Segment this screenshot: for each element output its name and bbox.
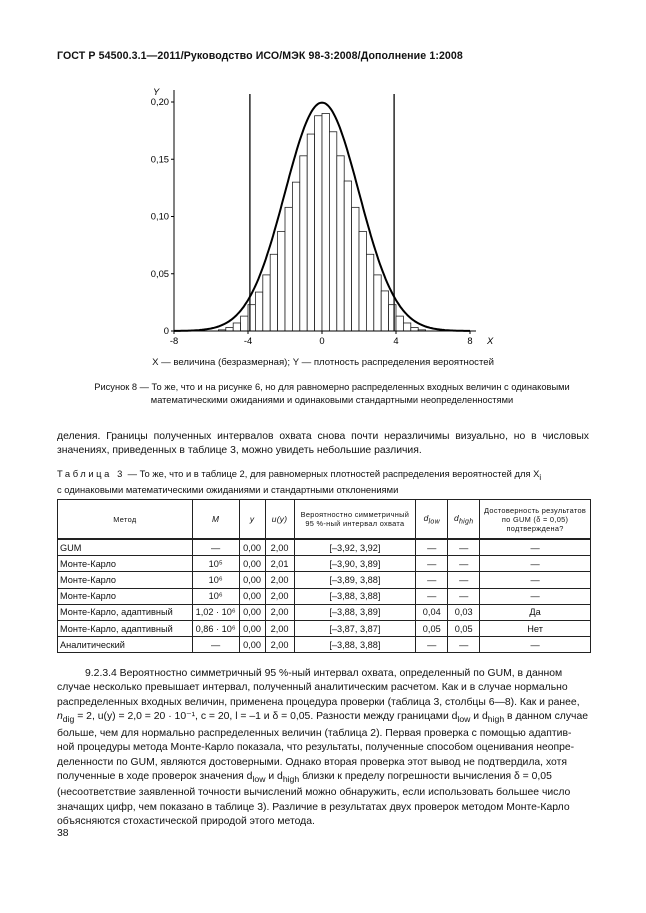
histogram-chart <box>0 0 646 360</box>
cell-dlow: — <box>416 539 448 556</box>
para2-l4sub: dig <box>62 714 75 725</box>
cell-y: 0,00 <box>239 637 265 653</box>
y-tick-label: 0,10 <box>150 210 169 222</box>
cell-y: 0,00 <box>239 588 265 604</box>
cell-valid: — <box>480 588 591 604</box>
cell-dhigh: — <box>448 556 480 572</box>
cell-dlow: 0,04 <box>416 604 448 620</box>
paragraph-9-2-3-4 <box>57 667 589 830</box>
para2-l8b: и d <box>265 770 283 782</box>
histogram-bar <box>241 316 248 331</box>
cell-dlow: 0,05 <box>416 620 448 636</box>
th-uy: u(y) <box>265 500 294 540</box>
cell-dhigh: — <box>448 539 480 556</box>
cell-dlow: — <box>416 572 448 588</box>
cell-valid: — <box>480 572 591 588</box>
cell-valid: — <box>480 637 591 653</box>
cell-interval: [–3,88, 3,88] <box>294 637 416 653</box>
th-valid: Достоверность результатов по GUM (δ = 0,05) подтверждена? <box>480 500 591 540</box>
cell-interval: [–3,88, 3,88] <box>294 588 416 604</box>
paragraph-continuation: деления. Границы полученных интервалов охвата снова почти неразличимы визуально, но в числовых значениях, приведенных в таблице 3, можно увидеть небольшие различия. <box>57 431 589 456</box>
cell-M: — <box>192 637 239 653</box>
cell-method: Монте-Карло, адаптивный <box>58 604 193 620</box>
para2-line8 <box>57 770 589 786</box>
para2-l8c: близки к пределу погрешности вычисления δ = 0,05 <box>299 770 552 782</box>
para2-l8sub: low <box>252 774 266 784</box>
cell-dhigh: 0,03 <box>448 604 480 620</box>
cell-uy: 2,00 <box>265 572 294 588</box>
cell-dhigh: — <box>448 572 480 588</box>
histogram-bar <box>322 113 329 331</box>
cell-dlow: — <box>416 556 448 572</box>
page-header: ГОСТ Р 54500.3.1—2011/Руководство ИСО/МЭК 98-3:2008/Дополнение 1:2008 <box>57 50 463 62</box>
histogram-bar <box>300 156 307 331</box>
para2-l4sub3: high <box>487 714 505 725</box>
para2-l4a: n <box>57 711 63 723</box>
table-caption-label: Таблица 3 <box>57 468 125 479</box>
cell-method: Монте-Карло <box>58 572 193 588</box>
cell-interval: [–3,92, 3,92] <box>294 539 416 556</box>
cell-dhigh: 0,05 <box>448 620 480 636</box>
y-tick-label: 0,20 <box>150 96 169 107</box>
x-tick-label: 8 <box>467 335 473 346</box>
para2-l8a: полученные в ходе проверок значения d <box>57 770 253 782</box>
para2-l4b: = 2, u(y) = 2,0 = 20 · 10⁻¹, c = 20, l = –1 и δ = 0,05. Разности между границами d <box>74 711 458 723</box>
para2-line3: распределенных входных величин, применена процедура проверки (таблица 3, столбцы 6—8). Как и ранее, <box>57 696 580 708</box>
histogram-bar <box>366 254 373 331</box>
cell-y: 0,00 <box>239 556 265 572</box>
table-row <box>58 637 591 653</box>
histogram-bar <box>352 207 359 331</box>
para2-l4c: и d <box>470 711 488 723</box>
y-tick-label: 0,15 <box>150 153 169 165</box>
histogram-bar <box>315 116 322 331</box>
histogram-bar <box>270 254 277 331</box>
para2-l4d: в данном случае <box>504 711 589 723</box>
cell-M: — <box>192 539 239 556</box>
histogram-bar <box>307 134 314 331</box>
cell-valid: Нет <box>480 620 591 636</box>
cell-dlow: — <box>416 637 448 653</box>
histogram-bar <box>337 156 344 331</box>
histogram-bar <box>411 328 418 331</box>
th-interval: Вероятностно симметричный 95 %-ный интервал охвата <box>294 500 416 540</box>
page-number: 38 <box>57 828 69 839</box>
cell-M: 0,86 · 10⁶ <box>192 620 239 636</box>
x-tick-label: -8 <box>169 335 179 346</box>
para2-l8sub2: high <box>282 774 300 784</box>
th-dhigh-sub: high <box>458 518 474 526</box>
cell-M: 10⁶ <box>192 572 239 588</box>
cell-valid: Да <box>480 604 591 620</box>
cell-dhigh: — <box>448 637 480 653</box>
cell-interval: [–3,87, 3,87] <box>294 620 416 636</box>
th-method: Метод <box>58 500 193 540</box>
cell-method: Монте-Карло <box>58 588 193 604</box>
cell-valid: — <box>480 556 591 572</box>
histogram-bar <box>292 182 299 331</box>
x-tick-label: -4 <box>243 335 253 346</box>
th-dlow-sub: low <box>428 518 440 526</box>
cell-M: 1,02 · 10⁶ <box>192 604 239 620</box>
histogram-bar <box>374 275 381 331</box>
cell-uy: 2,00 <box>265 588 294 604</box>
figure-caption-line2: математическими ожиданиями и одинаковыми стандартными неопределенностями <box>150 395 514 405</box>
cell-uy: 2,00 <box>265 604 294 620</box>
figure-caption-line1: Рисунок 8 — То же, что и на рисунке 6, но для равномерно распределенных входных величин с одинаковыми <box>94 382 570 392</box>
cell-interval: [–3,89, 3,88] <box>294 572 416 588</box>
th-dhigh-main: d <box>454 512 459 523</box>
cell-y: 0,00 <box>239 539 265 556</box>
cell-dlow: — <box>416 588 448 604</box>
x-tick-label: 4 <box>393 335 399 346</box>
table-row <box>58 556 591 572</box>
para2-line5: больше, чем для нормально распределенных величин (таблица 2). Первая проверка с помощью адаптив- <box>57 727 572 739</box>
para2-line11: объясняются стохастической природой этого метода. <box>57 816 315 828</box>
histogram-bar <box>255 292 262 331</box>
th-dlow-main: d <box>423 512 429 523</box>
results-table <box>57 499 591 653</box>
y-tick-label: 0,05 <box>150 267 169 279</box>
cell-y: 0,00 <box>239 604 265 620</box>
histogram-bar <box>344 181 351 331</box>
para2-line4 <box>57 710 589 726</box>
histogram-bar <box>278 231 285 331</box>
para2-l4sub2: low <box>457 714 471 725</box>
table-row <box>58 588 591 604</box>
table-row <box>58 539 591 556</box>
histogram-bar <box>329 132 336 331</box>
table-row <box>58 572 591 588</box>
cell-interval: [–3,88, 3,89] <box>294 604 416 620</box>
th-M: M <box>192 500 239 540</box>
cell-uy: 2,00 <box>265 637 294 653</box>
figure-caption <box>62 381 602 407</box>
cell-uy: 2,00 <box>265 620 294 636</box>
table-caption-text: — То же, что и в таблице 2, для равномерных плотностей распределения вероятностей для X <box>124 468 540 479</box>
th-y: y <box>239 500 265 540</box>
histogram-bar <box>285 207 292 331</box>
cell-y: 0,00 <box>239 620 265 636</box>
para2-line7: деленности по GUM, являются достоверными. Однако вторая проверка этот вывод не подтвердила, хотя <box>57 756 567 768</box>
para2-line9: (несоответствие заявленной точности вычислений можно обнаружить, если использовать большее число <box>57 787 571 799</box>
cell-method: Аналитический <box>58 637 193 653</box>
cell-dhigh: — <box>448 588 480 604</box>
para2-line2: случае несколько превышает интервал, полученный аналитическим расчетом. Как и в случае нормально <box>57 682 568 694</box>
histogram-bar <box>226 328 233 331</box>
table-header-row <box>58 500 591 540</box>
x-tick-label: 0 <box>319 335 325 346</box>
cell-valid: — <box>480 539 591 556</box>
cell-M: 10⁶ <box>192 588 239 604</box>
table-row <box>58 604 591 620</box>
y-tick-label: 0 <box>163 325 169 336</box>
x-axis-label: X <box>487 335 494 346</box>
para2-line1: 9.2.3.4 Вероятностно симметричный 95 %-ный интервал охвата, определенный по GUM, в данном <box>85 668 563 679</box>
cell-M: 10⁵ <box>192 556 239 572</box>
table-caption <box>57 468 592 496</box>
table-row <box>58 620 591 636</box>
histogram-bar <box>263 275 270 331</box>
cell-uy: 2,01 <box>265 556 294 572</box>
histogram-bar <box>233 323 240 331</box>
para2-line10: значащих цифр, чем показано в таблице 3). Различие в результатах двух проверок методом Монте-Карло <box>57 801 570 813</box>
cell-uy: 2,00 <box>265 539 294 556</box>
figure-legend-caption: X — величина (безразмерная); Y — плотность распределения вероятностей <box>152 357 494 368</box>
cell-y: 0,00 <box>239 572 265 588</box>
cell-method: Монте-Карло, адаптивный <box>58 620 193 636</box>
histogram-bar <box>403 323 410 331</box>
histogram-bar <box>396 316 403 331</box>
cell-method: Монте-Карло <box>58 556 193 572</box>
y-axis-label: Y <box>153 86 160 97</box>
histogram-bar <box>381 291 388 331</box>
para2-line6: ной процедуры метода Монте-Карло показала, что результаты, полученные способом оценивания неопре- <box>57 742 575 754</box>
histogram-bar <box>359 231 366 331</box>
th-dlow <box>416 500 448 540</box>
th-dhigh <box>448 500 480 540</box>
cell-interval: [–3,90, 3,89] <box>294 556 416 572</box>
table-caption-text2: с одинаковыми математическими ожиданиями и стандартными отклонениями <box>57 483 399 495</box>
table-caption-sub: i <box>539 472 542 482</box>
cell-method: GUM <box>58 539 193 556</box>
